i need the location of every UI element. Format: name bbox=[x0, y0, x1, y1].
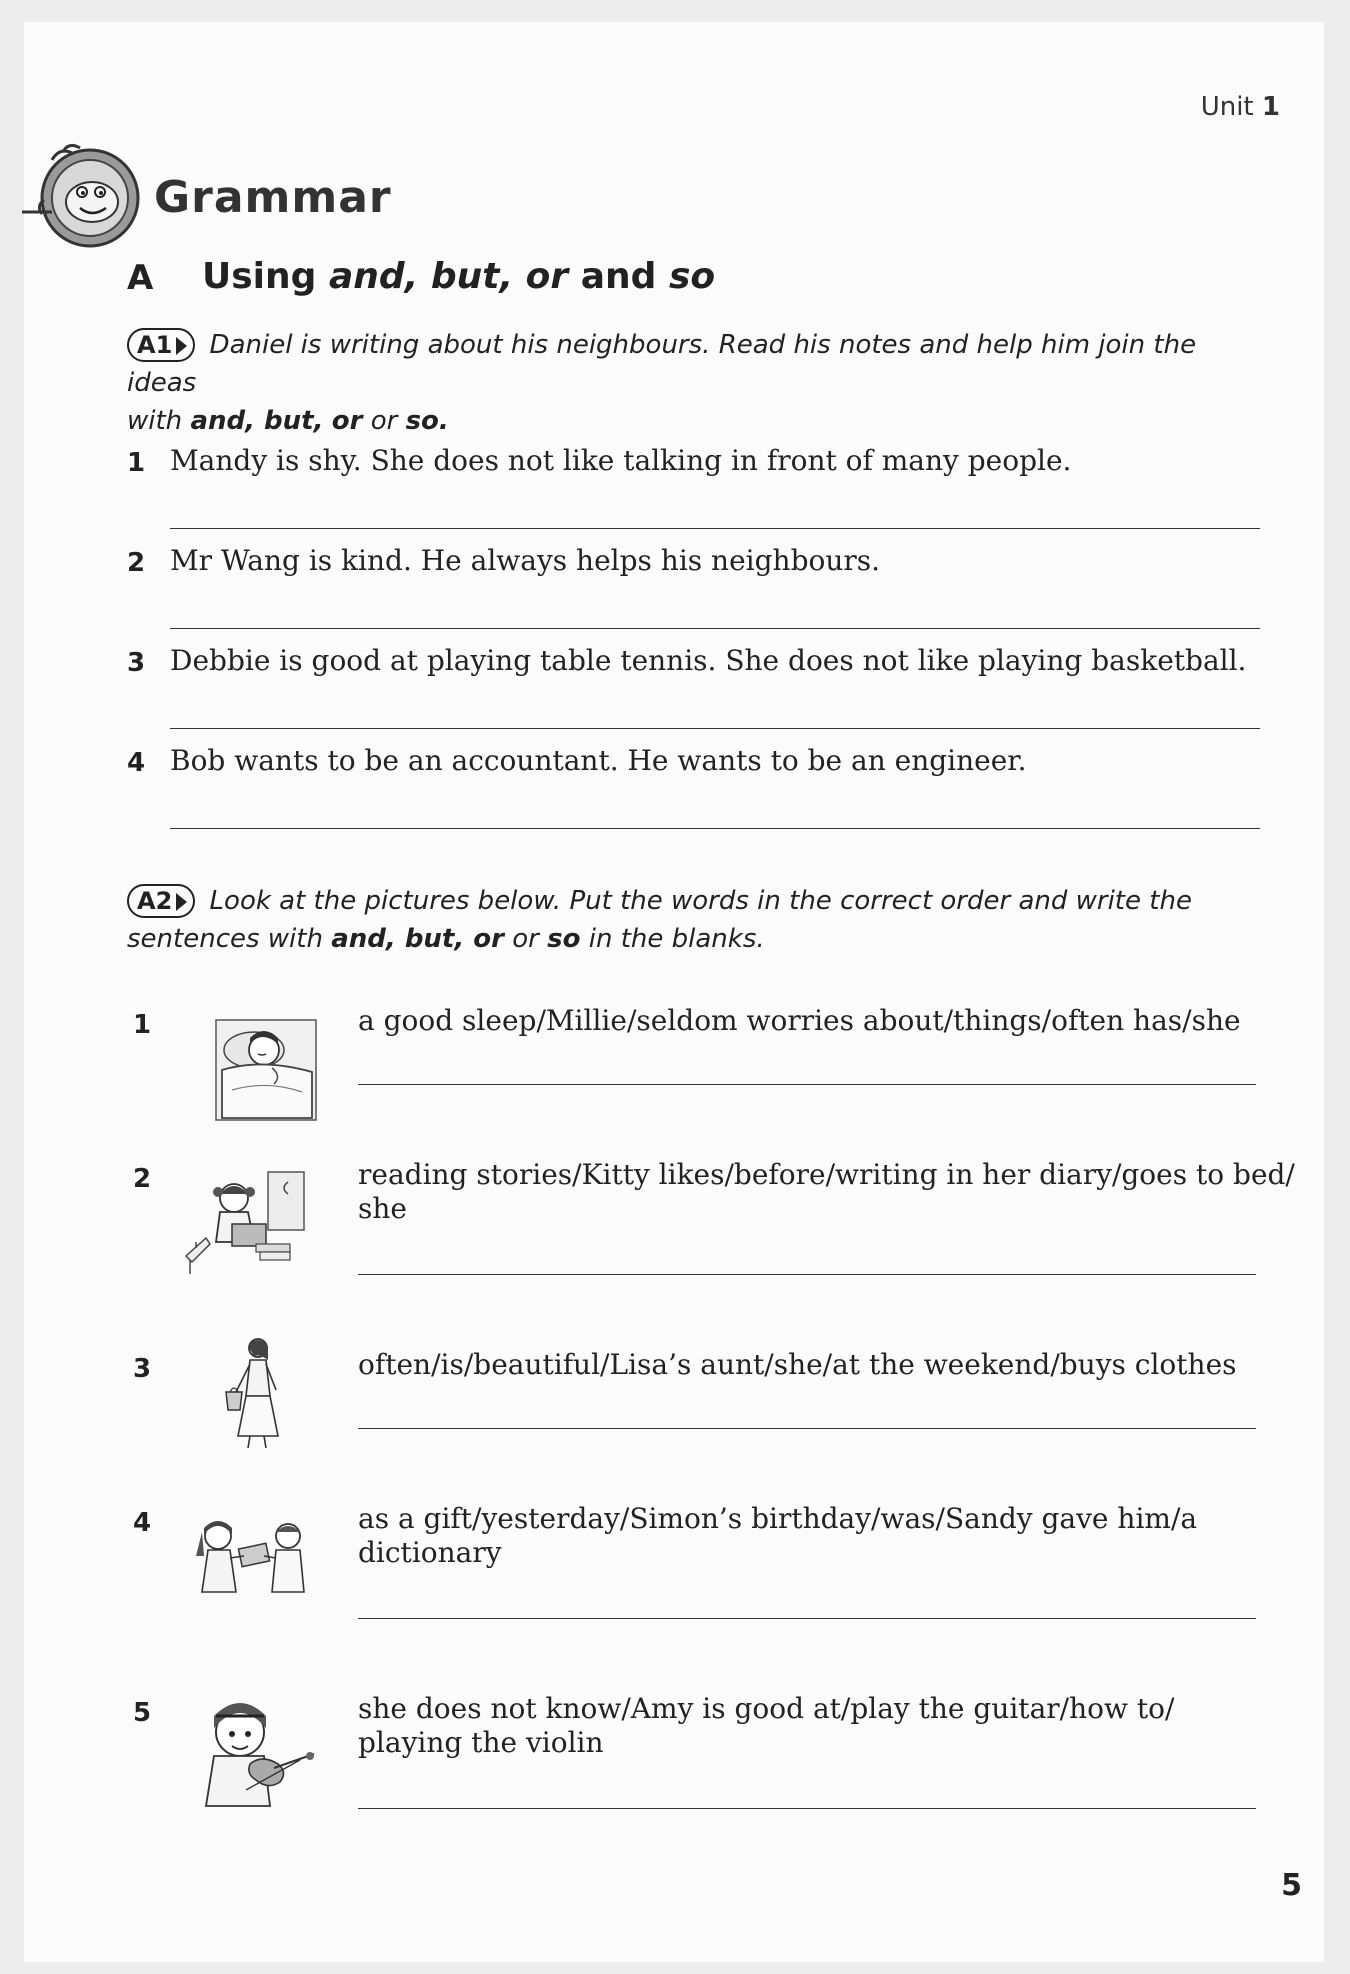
play-triangle-icon bbox=[176, 893, 187, 911]
a2-badge-label: A2 bbox=[137, 887, 173, 915]
a1-answer-line[interactable] bbox=[170, 528, 1260, 529]
woman-shopping-icon bbox=[220, 1334, 296, 1452]
a1-item-text: Debbie is good at playing table tennis. She does not like playing basketball. bbox=[170, 644, 1247, 677]
a2-item-number: 5 bbox=[133, 1698, 152, 1728]
a2-instruction-line1: Look at the pictures below. Put the words in the correct order and write the bbox=[209, 886, 1192, 916]
a1-item-number: 4 bbox=[127, 748, 146, 778]
a2-instruction-text: or bbox=[512, 924, 539, 954]
a2-answer-line[interactable] bbox=[358, 1274, 1256, 1275]
page-number: 5 bbox=[1281, 1868, 1302, 1903]
a1-item-text: Mandy is shy. She does not like talking in front of many people. bbox=[170, 444, 1072, 477]
a2-item-text: as a gift/yesterday/Simon’s birthday/was/Sandy gave him/a bbox=[358, 1502, 1198, 1535]
a2-answer-line[interactable] bbox=[358, 1084, 1256, 1085]
unit-text: Unit bbox=[1200, 92, 1254, 122]
a2-item-text-continued: she bbox=[358, 1192, 407, 1225]
sleeping-girl-icon bbox=[212, 1010, 322, 1126]
a1-item-number: 3 bbox=[127, 648, 146, 678]
a1-instruction-keyword-or: or bbox=[331, 406, 363, 436]
a2-item-number: 1 bbox=[133, 1010, 152, 1040]
section-letter: A bbox=[127, 258, 154, 298]
section-title-part: and bbox=[580, 256, 657, 297]
a2-instruction-keyword-so: so bbox=[547, 924, 581, 954]
a1-item-text: Mr Wang is kind. He always helps his neighbours. bbox=[170, 544, 881, 577]
a2-item-text-continued: dictionary bbox=[358, 1536, 502, 1569]
section-title bbox=[202, 256, 715, 297]
a1-instruction-keyword-so: so. bbox=[405, 406, 449, 436]
section-title-keyword-so: so bbox=[668, 256, 716, 297]
a1-badge-label: A1 bbox=[137, 331, 173, 359]
girl-reading-icon bbox=[176, 1168, 308, 1276]
grammar-title: Grammar bbox=[154, 172, 392, 223]
a1-instruction-line1: Daniel is writing about his neighbours. Read his notes and help him join the ideas bbox=[127, 330, 1197, 398]
unit-label bbox=[1201, 92, 1280, 122]
a2-item-number: 2 bbox=[133, 1164, 152, 1194]
a2-item-text: reading stories/Kitty likes/before/writing in her diary/goes to bed/ bbox=[358, 1158, 1295, 1191]
a2-item-text: a good sleep/Millie/seldom worries about/things/often has/she bbox=[358, 1004, 1241, 1037]
a2-item-number: 4 bbox=[133, 1508, 152, 1538]
a2-item-text: often/is/beautiful/Lisa’s aunt/she/at the weekend/buys clothes bbox=[358, 1348, 1237, 1381]
girl-giving-gift-icon bbox=[190, 1516, 316, 1596]
section-title-part: Using bbox=[202, 256, 317, 297]
girl-violin-icon bbox=[190, 1694, 322, 1810]
a2-item-number: 3 bbox=[133, 1354, 152, 1384]
a1-answer-line[interactable] bbox=[170, 828, 1260, 829]
worksheet-page bbox=[24, 22, 1324, 1962]
a1-item-number: 2 bbox=[127, 548, 146, 578]
a2-badge bbox=[127, 884, 195, 918]
a1-instruction-text: or bbox=[370, 406, 398, 436]
a1-answer-line[interactable] bbox=[170, 728, 1260, 729]
a2-answer-line[interactable] bbox=[358, 1808, 1256, 1809]
unit-number: 1 bbox=[1261, 92, 1280, 122]
a2-instruction bbox=[127, 882, 1267, 958]
a1-item-text: Bob wants to be an accountant. He wants to be an engineer. bbox=[170, 744, 1027, 777]
a2-instruction-keywords: and, but, or bbox=[331, 924, 504, 954]
a1-answer-line[interactable] bbox=[170, 628, 1260, 629]
a2-answer-line[interactable] bbox=[358, 1618, 1256, 1619]
a2-item-text-continued: playing the violin bbox=[358, 1726, 604, 1759]
a1-instruction-text: with bbox=[127, 406, 183, 436]
a2-item-text: she does not know/Amy is good at/play the guitar/how to/ bbox=[358, 1692, 1175, 1725]
a2-instruction-text: in the blanks. bbox=[588, 924, 765, 954]
a1-instruction bbox=[127, 326, 1267, 440]
a1-item-number: 1 bbox=[127, 448, 146, 478]
play-triangle-icon bbox=[176, 337, 187, 355]
a2-answer-line[interactable] bbox=[358, 1428, 1256, 1429]
section-title-keywords: and, but, or bbox=[328, 256, 569, 297]
a1-instruction-keywords: and, but, bbox=[190, 406, 324, 436]
grammar-logo-icon bbox=[22, 140, 142, 250]
a1-badge bbox=[127, 328, 195, 362]
a2-instruction-text: sentences with bbox=[127, 924, 323, 954]
